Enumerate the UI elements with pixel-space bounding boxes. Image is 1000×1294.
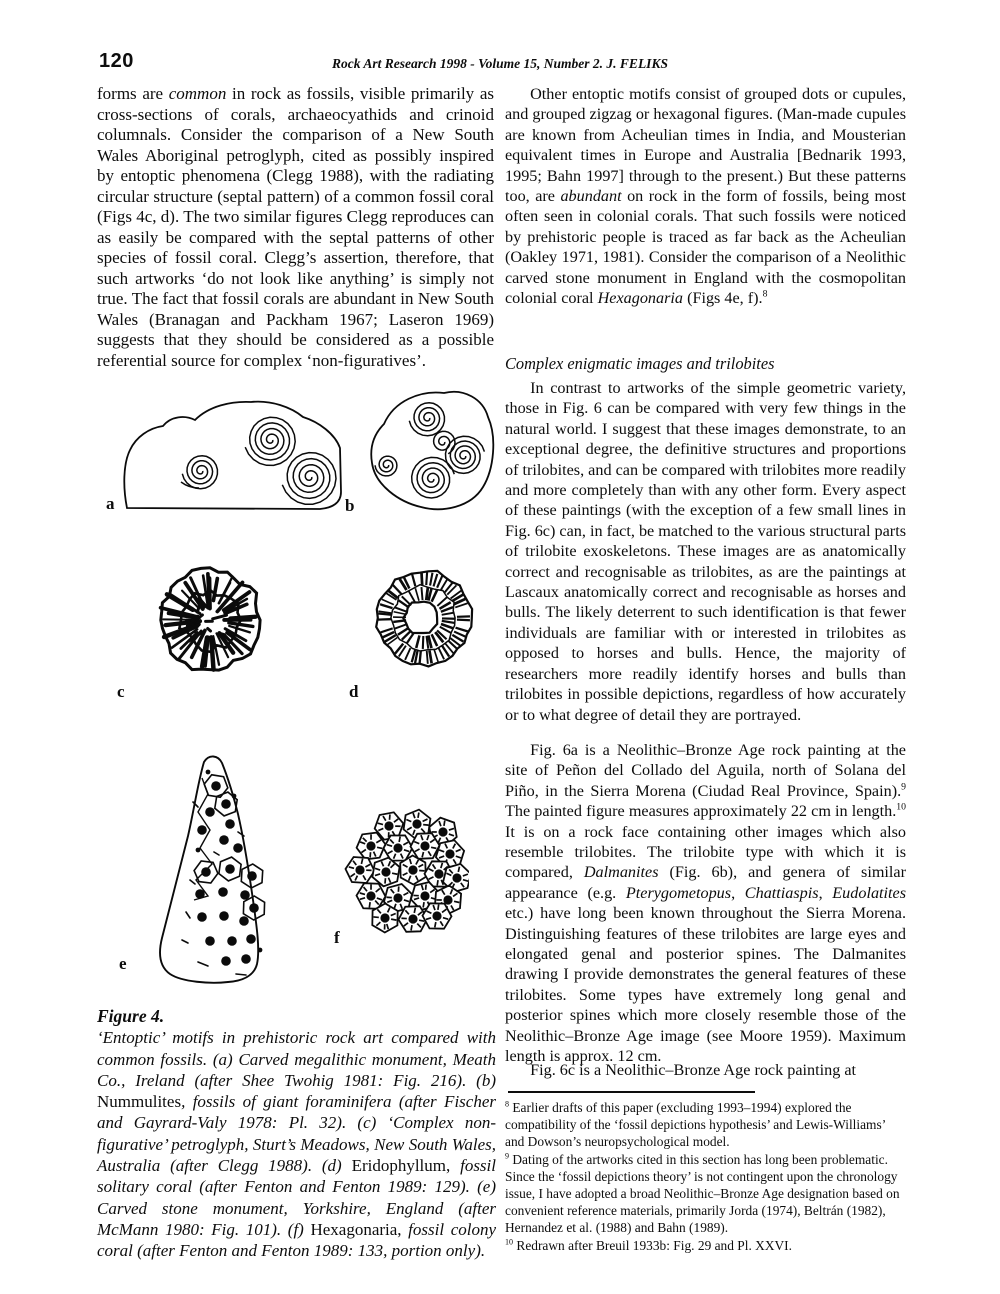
footnote-9-number: 9 xyxy=(505,1151,510,1161)
figure-4f-hexagonaria-coral-drawing xyxy=(327,802,469,936)
figure-4b-label: b xyxy=(345,496,355,515)
figure-4c-label: c xyxy=(117,682,125,701)
footnote-8-number: 8 xyxy=(505,1099,510,1109)
footnote-8 xyxy=(505,1099,905,1151)
figure-4d-eridophyllum-coral-drawing xyxy=(367,566,481,672)
right-column-paragraph-2: In contrast to artworks of the simple geometric variety, those in Fig. 6 can be compared with very few things in the natural world. I suggest that these images demonstrate, to an exceptional degree, the definitive structures and proportions of trilobites, and can be compared with trilobites more readily and more completely than with any other form. Every aspect of these paintings (with the exception of a few small lines in Fig. 6c) can, in fact, be matched to the various structural parts of trilobite exoskeletons. These images are as anatomically correct and recognisable as trilobites, as are the paintings at Lascaux anatomically correct and recognisable as horses and bulls. The likely deterrent to such identification is that fewer individuals are familiar with or interested in trilobites as opposed to horses and bulls. Hence, the majority of researchers more readily identify horses and bulls than trilobites in possible depictions, regardless of how accurately or to what degree of detail they are portrayed. xyxy=(505,379,906,724)
footnote-9 xyxy=(505,1151,905,1237)
footnote-10-text: Redrawn after Breuil 1933b: Fig. 29 and Pl. XXVI. xyxy=(516,1237,792,1253)
footnote-10-number: 10 xyxy=(505,1237,514,1247)
figure-4-caption-title: Figure 4. xyxy=(97,1006,165,1026)
footnotes-block xyxy=(505,1099,905,1254)
footnote-8-text: Earlier drafts of this paper (excluding 1993–1994) explored the compatibility of the ‘fossil depictions hypothesis’ and Lewis-Williams’ and Dowson’s neuropsychological model. xyxy=(505,1100,886,1150)
figure-4b-nummulites-drawing xyxy=(356,384,496,514)
figure-4d-label: d xyxy=(349,682,359,701)
figure-4a-megalith-spirals-drawing xyxy=(113,392,343,520)
footnote-10 xyxy=(505,1237,905,1254)
page-number: 120 xyxy=(99,50,134,72)
figure-4-caption xyxy=(97,1006,496,1262)
footnote-9-text: Dating of the artworks cited in this section has long been problematic. Since the ‘fossil depictions theory’ is not contingent upon the chronology issue, I have adopted a broad Neolithic–Bronze Age designation based on convenient reference materials, primarily Jorda (1974), Beltrán (1982), Hernandez et al. (1988) and Bahn (1989). xyxy=(505,1151,900,1236)
left-column-paragraph: forms are common in rock as fossils, visible primarily as cross-sections of corals, archaeocyathids and crinoid columnals. Consider the comparison of a New South Wales Aboriginal petroglyph, cited as possibly inspired by entoptic phenomena (Clegg 1988), with the radiating circular structure (septal pattern) of a common fossil coral (Figs 4c, d). The two similar figures Clegg reproduces can as easily be compared with the septal patterns of other species of fossil coral. Clegg’s assertion, therefore, that such artworks ‘do not look like anything’ is simply not true. The fact that fossil corals are abundant in New South Wales (Branagan and Packham 1967; Laseron 1969) suggests that they should be considered as a possible referential source for complex ‘non-figuratives’. xyxy=(97,84,494,370)
right-column-paragraph-4: Fig. 6c is a Neolithic–Bronze Age rock painting at xyxy=(530,1061,857,1079)
figure-4e-label: e xyxy=(119,954,127,973)
right-column-paragraph-3: Fig. 6a is a Neolithic–Bronze Age rock painting at the site of Peñon del Collado del Aguila, north of Solana del Piño, in the Sierra Morena (Ciudad Real Province, Spain).$^9$ The painted figure measures approximately 22 cm in length.$^{10}$ It is on a rock face containing other images which also resemble trilobites. The trilobite type with which it is compared, Dalmanites (Fig. 6b), and genera of similar appearance (e.g. Pterygometopus, Chattiaspis, Eudolatites etc.) have long been known throughout the Sierra Morena. Distinguishing features of these trilobites are large eyes and elongated genal and posterior spines. The Dalmanites drawing I provide demonstrates the general features of these trilobites. Some types have extremely long genal and posterior spines which more closely resemble those of the Neolithic–Bronze Age image (see Moore 1959). Maximum length is approx. 12 cm. xyxy=(505,741,907,1066)
footnote-separator-rule xyxy=(508,1091,755,1093)
figure-4c-petroglyph-drawing xyxy=(149,564,271,678)
figure-4e-carved-stone-drawing xyxy=(138,750,288,988)
running-header: Rock Art Research 1998 - Volume 15, Number 2. J. FELIKS xyxy=(332,56,668,71)
figure-4-caption-text: ‘Entoptic’ motifs in prehistoric rock art compared with common fossils. (a) Carved megalithic monument, Meath Co., Ireland (after Shee Twohig 1981: Fig. 216). (b) Nummulites, fossils of giant foraminifera (after Fischer and Gayrard-Valy 1978: Pl. 32). (c) ‘Complex non-figurative’ petroglyph, Sturt’s Meadows, New South Wales, Australia (after Clegg 1988). (d) Eridophyllum, fossil solitary coral (after Fenton and Fenton 1989: 129). (e) Carved stone monument, Yorkshire, England (after McMann 1980: Fig. 101). (f) Hexagonaria, fossil colony coral (after Fenton and Fenton 1989: 133, portion only). xyxy=(97,1028,497,1261)
figure-4a-label: a xyxy=(106,494,115,513)
section-heading: Complex enigmatic images and trilobites xyxy=(505,354,775,373)
right-column-paragraph-1: Other entoptic motifs consist of grouped dots or cupules, and grouped zigzag or hexagonal figures. (Man-made cupules are known from Acheulian times in India, and Mousterian equivalent times in Europe and Australia [Bednarik 1993, 1995; Bahn 1997] through to the present.) But these patterns too, are abundant on rock in the form of fossils, being most often seen in colonial corals. That such fossils were noticed by prehistoric people is traced as far back as the Acheulian (Oakley 1971, 1981). Consider the comparison of a Neolithic carved stone monument in England with the cosmopolitan colonial coral Hexagonaria (Figs 4e, f).$^8$ xyxy=(505,85,907,308)
figure-4f-label: f xyxy=(334,928,340,947)
